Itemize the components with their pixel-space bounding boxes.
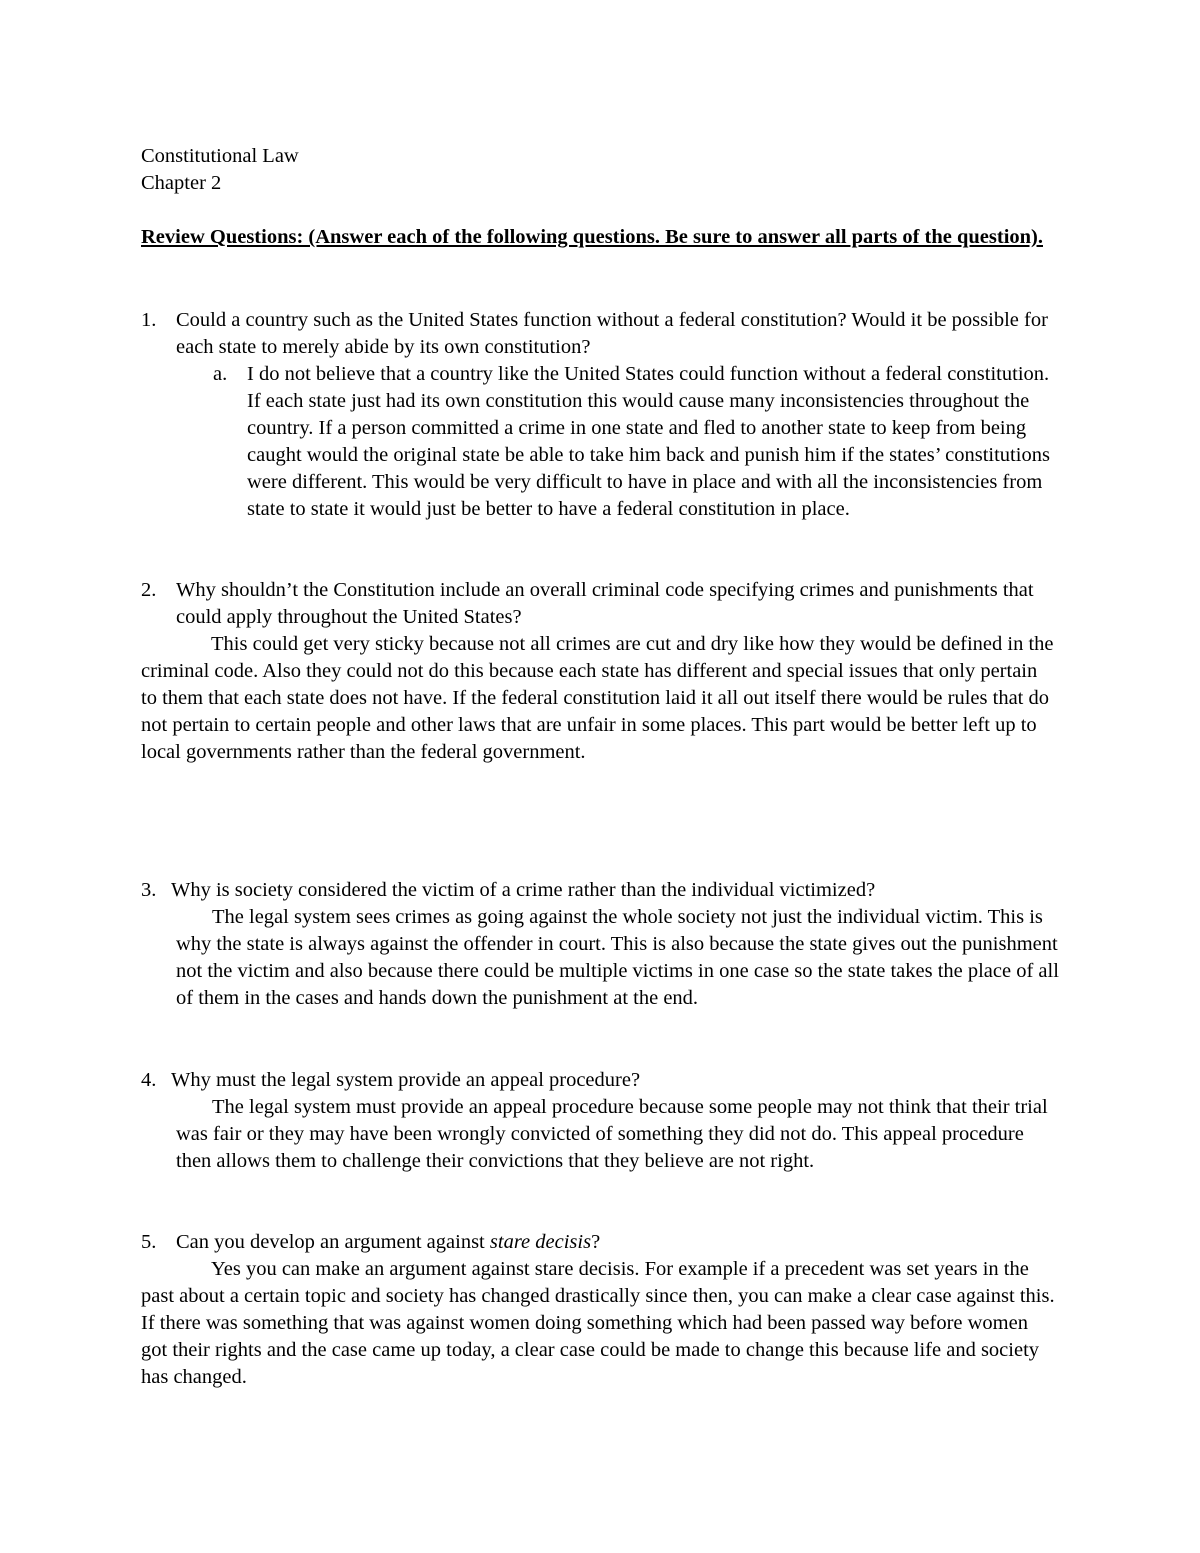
chapter-label: Chapter 2 <box>141 172 222 194</box>
question-4-number: 4. <box>141 1069 157 1091</box>
question-2-number: 2. <box>141 579 157 601</box>
question-1-number: 1. <box>141 309 157 331</box>
question-5-answer: Yes you can make an argument against stare decisis. For example if a precedent was set years in the past about a certain topic and society has changed drastically since then, you can make a clear case against this. If there was something that was against women doing something which had been passed way before women got their rights and the case came up today, a clear case could be made to change this because life and society has changed. <box>141 1258 1055 1388</box>
question-5-number: 5. <box>141 1231 157 1253</box>
question-1-answer: I do not believe that a country like the United States could function without a federal constitution. If each state just had its own constitution this would cause many inconsistencies throughout the country. If a person committed a crime in one state and fled to another state to keep from being caught would the original state be able to take him back and punish him if the states’ constitutions were different. This would be very difficult to have in place and with all the inconsistencies from state to state it would just be better to have a federal constitution in place. <box>247 363 1050 520</box>
question-4-text: Why must the legal system provide an appeal procedure? <box>171 1069 641 1091</box>
question-3-number: 3. <box>141 879 157 901</box>
question-1-answer-label: a. <box>213 363 228 385</box>
question-5-text-after: ? <box>591 1231 601 1253</box>
question-2-text: Why shouldn’t the Constitution include an overall criminal code specifying crimes and punishments that could apply throughout the United States? <box>176 579 1034 628</box>
question-3-answer: The legal system sees crimes as going against the whole society not just the individual victim. This is why the state is always against the offender in court. This is also because the state gives out the punishment not the victim and also because there could be multiple victims in one case so the state takes the place of all of them in the cases and hands down the punishment at the end. <box>176 906 1059 1009</box>
question-2-answer: This could get very sticky because not all crimes are cut and dry like how they would be defined in the criminal code. Also they could not do this because each state has different and special issues that only pertain to them that each state does not have. If the federal constitution laid it all out itself there would be rules that do not pertain to certain people and other laws that are unfair in some places. This part would be better left up to local governments rather than the federal government. <box>141 633 1054 763</box>
question-5-text <box>176 1229 1056 1256</box>
question-3-text: Why is society considered the victim of a crime rather than the individual victimized? <box>171 879 876 901</box>
question-4-answer: The legal system must provide an appeal procedure because some people may not think that their trial was fair or they may have been wrongly convicted of something they did not do. This appeal procedure then allows them to challenge their convictions that they believe are not right. <box>176 1096 1048 1172</box>
document-title: Constitutional Law <box>141 145 299 167</box>
question-5-text-before: Can you develop an argument against <box>176 1231 490 1253</box>
review-heading: Review Questions: (Answer each of the following questions. Be sure to answer all parts of the question). <box>141 226 1043 248</box>
question-5-text-italic: stare decisis <box>489 1231 592 1253</box>
question-1-text: Could a country such as the United States function without a federal constitution? Would it be possible for each state to merely abide by its own constitution? <box>176 309 1048 358</box>
